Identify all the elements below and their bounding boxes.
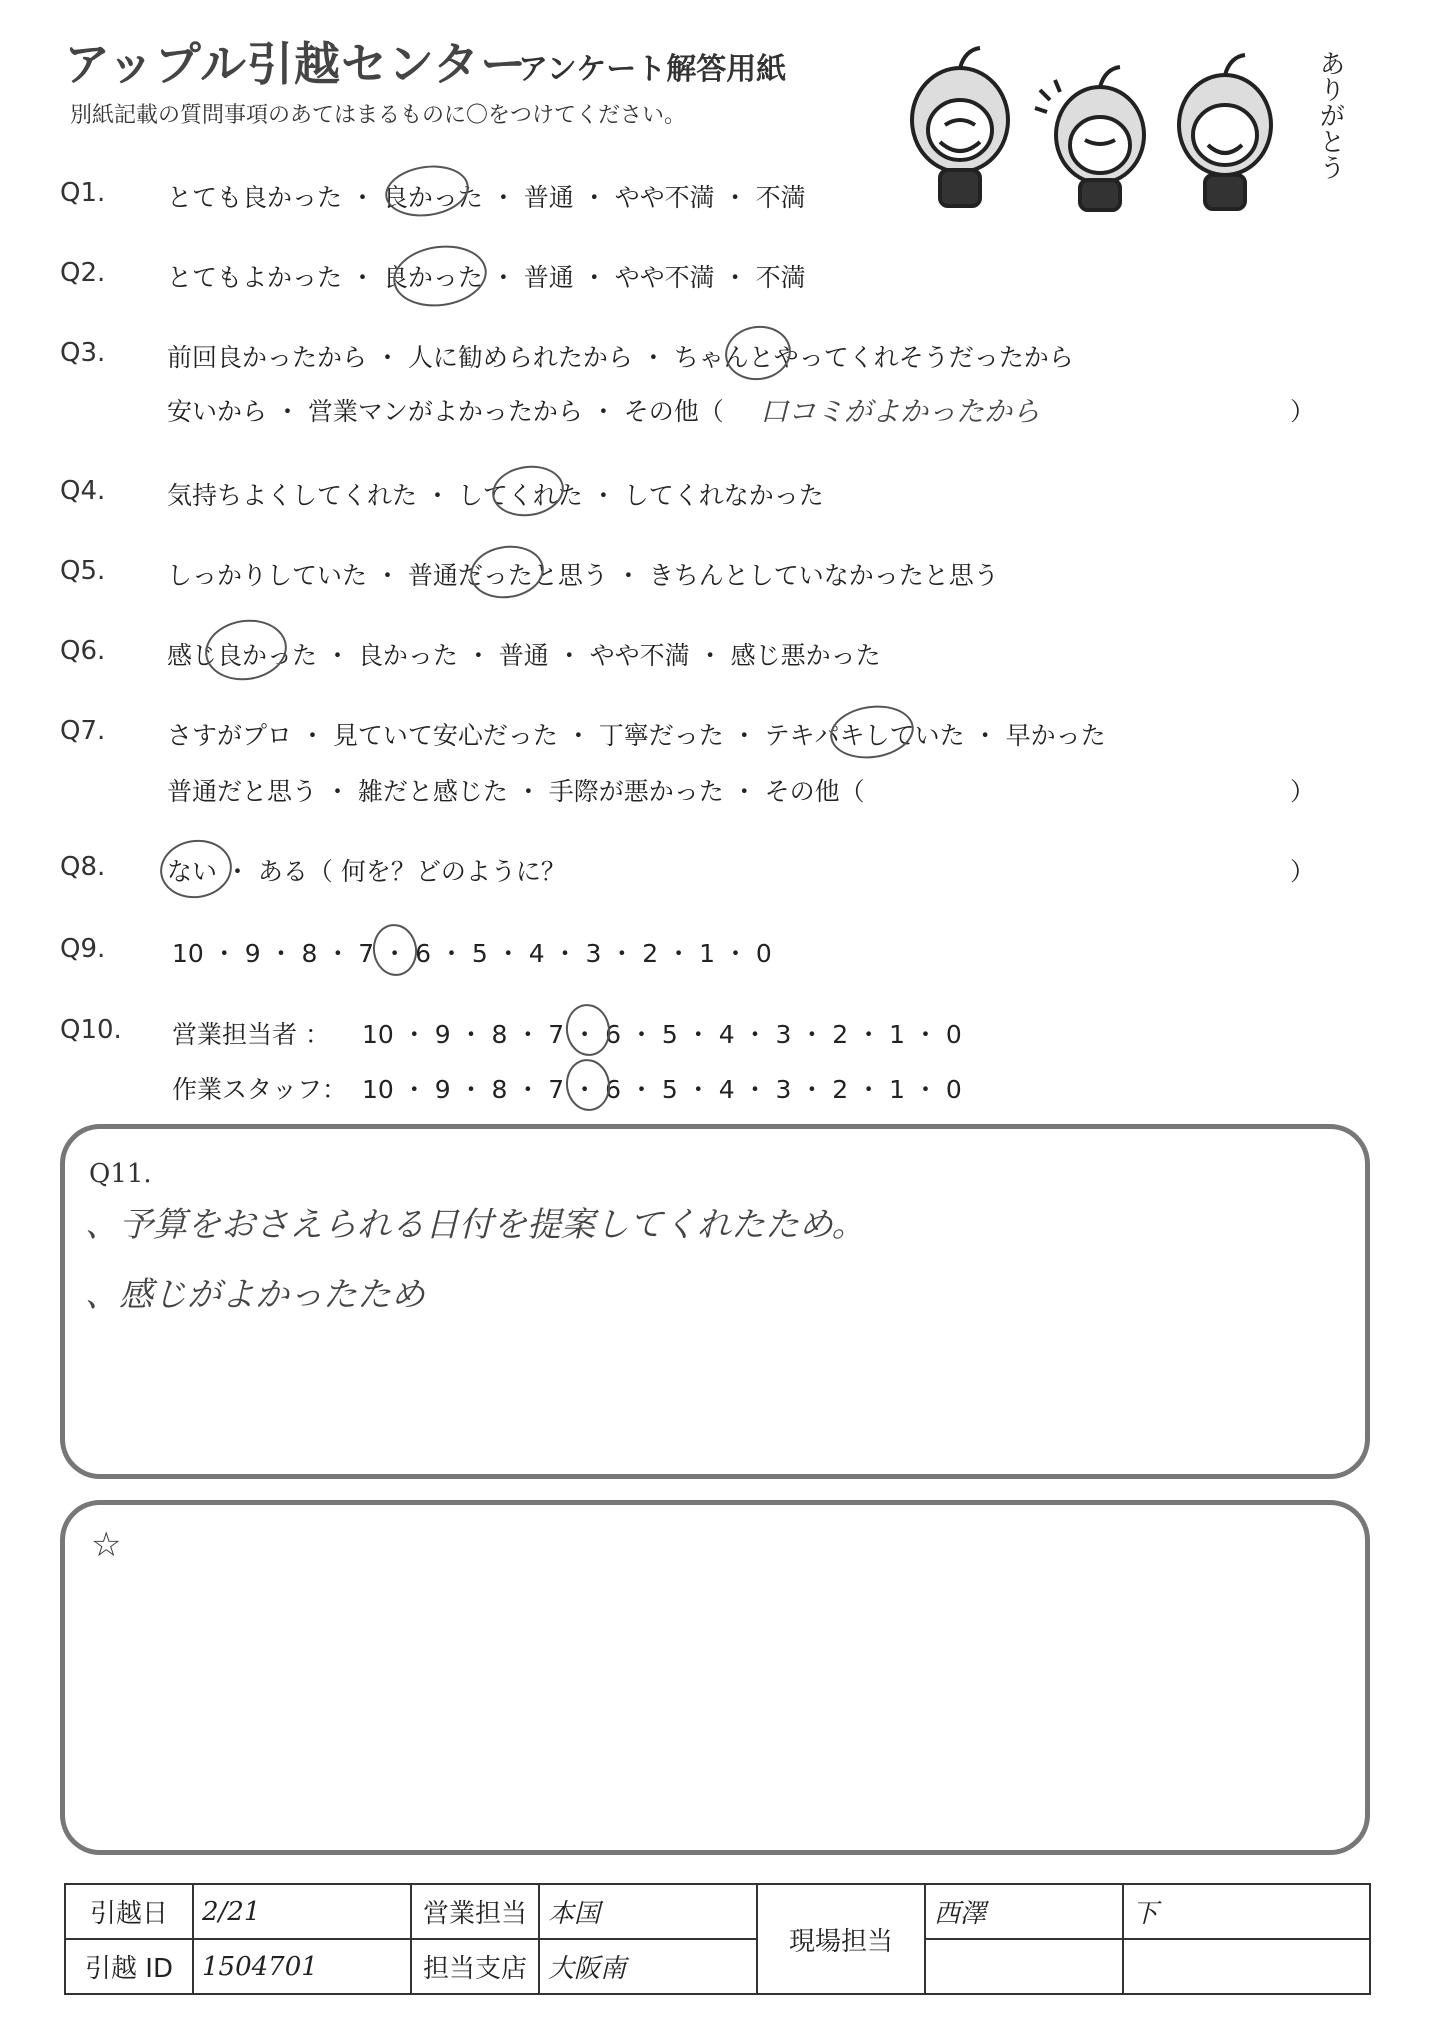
rating-scale: 10 ・ 9 ・ 8 ・ 7 ・ 6 ・ 5 ・ 4 ・ 3 ・ 2 ・ 1 ・ 0 [362,1075,962,1104]
question-number: Q4. [60,476,106,506]
site-staff-empty-cell [1123,1939,1370,1994]
star-icon: ☆ [91,1525,122,1565]
close-paren: ） [1290,777,1316,806]
site-staff-label: 現場担当 [757,1884,925,1994]
question-options: 気持ちよくしてくれた ・ してくれた ・ してくれなかった [167,481,824,510]
answer-circle [389,240,490,312]
instruction-text: 別紙記載の質問事項のあてはまるものに〇をつけてください。 [70,103,687,128]
question-number: Q5. [60,556,106,586]
branch-value: 大阪南 [539,1939,757,1994]
question-options: ない ・ ある（ 何を？どのように？ [167,857,566,886]
question-number: Q7. [60,716,106,746]
monkey-mascot-left [912,48,1008,206]
close-paren: ） [1290,397,1316,426]
q11-comment-box [60,1124,1370,1479]
close-paren: ） [1290,857,1316,886]
answer-circle [722,322,795,385]
question-options: 安いから ・ 営業マンがよかったから ・ その他（ [167,397,724,426]
question-options: 普通だと思う ・ 雑だと感じた ・ 手際が悪かった ・ その他（ [167,777,865,806]
monkey-mascot-center [1035,67,1144,210]
move-id-label: 引越 ID [65,1939,193,1994]
branch-label: 担当支店 [411,1939,539,1994]
question-options: とてもよかった ・ 良かった ・ 普通 ・ やや不満 ・ 不満 [167,263,806,292]
question-number: Q8. [60,852,106,882]
handwritten-comment-line: 、予算をおさえられる日付を提案してくれたため。 [85,1205,866,1245]
question-options: とても良かった ・ 良かった ・ 普通 ・ やや不満 ・ 不満 [167,183,806,212]
answer-circle [156,835,235,902]
site-staff-value-2: 下 [1123,1884,1370,1939]
monkey-mascot-illustration [890,30,1360,215]
sales-rep-label: 営業担当 [411,1884,539,1939]
question-number: Q6. [60,636,106,666]
handwritten-answer: 口コミがよかったから [760,395,1041,428]
answer-circle [370,921,421,979]
handwritten-comment-line: 、感じがよかったため [85,1275,425,1315]
q11-label: Q11. [89,1159,152,1189]
move-date-value: 2/21 [193,1884,411,1939]
question-number: Q1. [60,178,106,208]
question-number: Q3. [60,338,106,368]
question-options: さすがプロ ・ 見ていて安心だった ・ 丁寧だった ・ テキパキしていた ・ 早かった [167,721,1106,750]
question-number: Q10. [60,1015,122,1045]
question-number: Q9. [60,934,106,964]
question-options: しっかりしていた ・ 普通だったと思う ・ きちんとしていなかったと思う [167,561,999,590]
free-comment-box [60,1500,1370,1855]
site-staff-empty-cell [925,1939,1123,1994]
footer-info-table [64,1883,1371,1995]
answer-circle [467,541,548,603]
rating-row-label: 作業スタッフ： [172,1075,348,1104]
page-title: アップル引越センター [64,37,528,91]
move-date-label: 引越日 [65,1884,193,1939]
mascot-caption: ありがとう [1315,50,1345,180]
answer-circle [827,700,917,763]
sales-rep-value: 本国 [539,1884,757,1939]
page-subtitle: アンケート解答用紙 [518,52,787,87]
site-staff-value-1: 西澤 [925,1884,1123,1939]
move-id-value: 1504701 [193,1939,411,1994]
monkey-mascot-right [1179,55,1271,209]
rating-scale: 10 ・ 9 ・ 8 ・ 7 ・ 6 ・ 5 ・ 4 ・ 3 ・ 2 ・ 1 ・ 0 [172,939,772,968]
rating-row-label: 営業担当者 ： [172,1020,330,1049]
question-options: 感じ良かった ・ 良かった ・ 普通 ・ やや不満 ・ 感じ悪かった [167,641,881,670]
answer-circle [201,615,291,686]
rating-scale: 10 ・ 9 ・ 8 ・ 7 ・ 6 ・ 5 ・ 4 ・ 3 ・ 2 ・ 1 ・ 0 [362,1020,962,1049]
question-options: 前回良かったから ・ 人に勧められたから ・ ちゃんとやってくれそうだったから [167,343,1074,372]
question-number: Q2. [60,258,106,288]
